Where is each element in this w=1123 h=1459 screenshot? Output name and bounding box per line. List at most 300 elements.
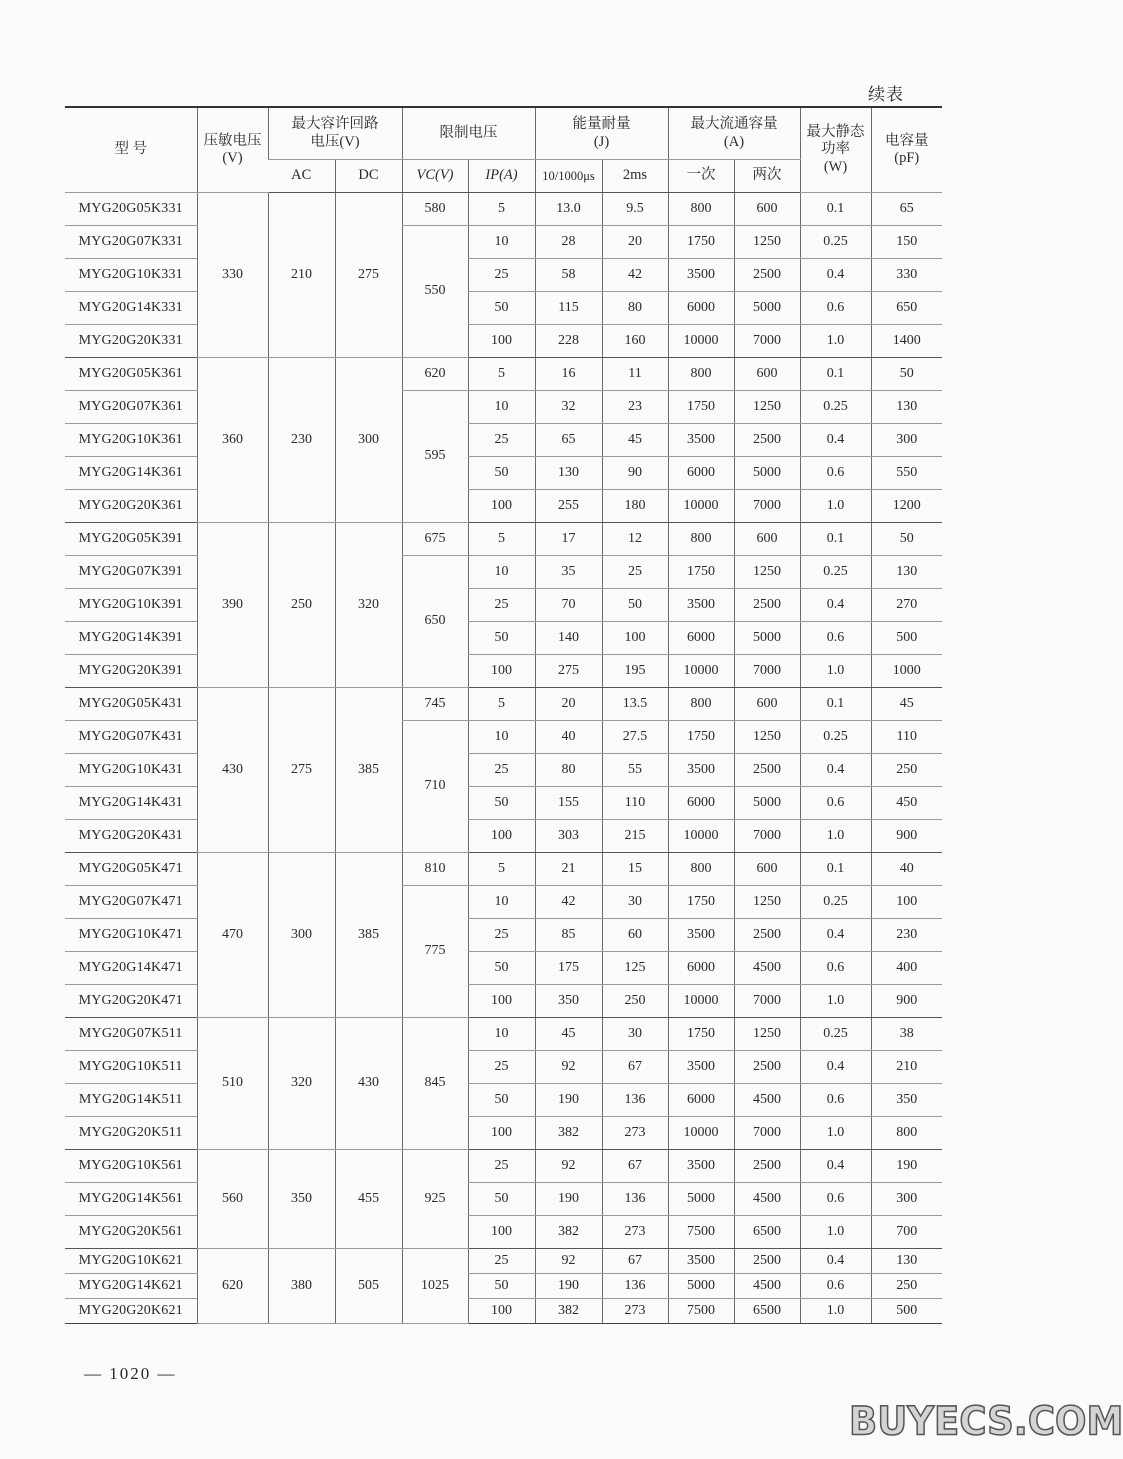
table-row <box>65 688 942 721</box>
header-max-loop-voltage-unit: 电压(V) <box>310 133 360 150</box>
header-capacitance-title: 电容量 <box>885 132 929 149</box>
cell-surge-once: 1750 <box>668 886 734 919</box>
cell-capacitance: 40 <box>871 853 942 886</box>
cell-surge-twice: 7000 <box>734 655 800 688</box>
cell-static-power: 1.0 <box>800 490 871 523</box>
cell-energy-2ms: 136 <box>602 1274 668 1299</box>
table-row <box>65 391 942 424</box>
cell-ip: 10 <box>468 886 535 919</box>
table-row <box>65 787 942 820</box>
header-surge-twice: 两次 <box>734 160 800 193</box>
cell-static-power: 0.25 <box>800 391 871 424</box>
cell-static-power: 0.25 <box>800 556 871 589</box>
cell-model: MYG20G10K361 <box>65 424 197 457</box>
cell-energy-2ms: 273 <box>602 1299 668 1324</box>
cell-model: MYG20G07K361 <box>65 391 197 424</box>
cell-energy-10-1000us: 58 <box>535 259 602 292</box>
cell-dc-voltage: 505 <box>335 1249 402 1324</box>
cell-model: MYG20G14K391 <box>65 622 197 655</box>
cell-static-power: 1.0 <box>800 985 871 1018</box>
cell-energy-10-1000us: 92 <box>535 1150 602 1183</box>
cell-clamp-voltage: 675 <box>402 523 468 556</box>
cell-ip: 50 <box>468 292 535 325</box>
cell-energy-10-1000us: 65 <box>535 424 602 457</box>
cell-energy-10-1000us: 303 <box>535 820 602 853</box>
cell-varistor-voltage: 620 <box>197 1249 268 1324</box>
cell-clamp-voltage: 775 <box>402 886 468 1018</box>
header-static-power <box>800 107 871 193</box>
header-surge-unit: (A) <box>723 133 745 150</box>
cell-surge-once: 5000 <box>668 1274 734 1299</box>
cell-model: MYG20G20K431 <box>65 820 197 853</box>
cell-energy-2ms: 195 <box>602 655 668 688</box>
header-vc: VC(V) <box>402 160 468 193</box>
cell-static-power: 0.25 <box>800 721 871 754</box>
cell-surge-twice: 2500 <box>734 1051 800 1084</box>
cell-dc-voltage: 385 <box>335 688 402 853</box>
cell-surge-twice: 5000 <box>734 787 800 820</box>
cell-ip: 5 <box>468 688 535 721</box>
cell-capacitance: 250 <box>871 1274 942 1299</box>
cell-ip: 25 <box>468 589 535 622</box>
cell-static-power: 1.0 <box>800 1117 871 1150</box>
cell-model: MYG20G14K331 <box>65 292 197 325</box>
cell-clamp-voltage: 810 <box>402 853 468 886</box>
cell-energy-2ms: 30 <box>602 886 668 919</box>
cell-ac-voltage: 275 <box>268 688 335 853</box>
cell-surge-twice: 4500 <box>734 1274 800 1299</box>
cell-surge-twice: 2500 <box>734 589 800 622</box>
cell-surge-twice: 1250 <box>734 721 800 754</box>
cell-model: MYG20G20K361 <box>65 490 197 523</box>
header-surge-current <box>668 107 800 160</box>
page-number: — 1020 — <box>84 1364 177 1383</box>
cell-static-power: 0.25 <box>800 1018 871 1051</box>
cell-capacitance: 230 <box>871 919 942 952</box>
header-energy-2ms: 2ms <box>602 160 668 193</box>
cell-static-power: 1.0 <box>800 325 871 358</box>
cell-model: MYG20G14K361 <box>65 457 197 490</box>
table-row <box>65 853 942 886</box>
cell-varistor-voltage: 330 <box>197 193 268 358</box>
cell-capacitance: 150 <box>871 226 942 259</box>
cell-ip: 100 <box>468 1117 535 1150</box>
cell-dc-voltage: 300 <box>335 358 402 523</box>
cell-model: MYG20G07K331 <box>65 226 197 259</box>
header-surge-title: 最大流通容量 <box>690 116 778 133</box>
cell-energy-2ms: 25 <box>602 556 668 589</box>
cell-static-power: 0.4 <box>800 424 871 457</box>
table-row <box>65 325 942 358</box>
cell-ip: 50 <box>468 1183 535 1216</box>
cell-clamp-voltage: 845 <box>402 1018 468 1150</box>
cell-capacitance: 800 <box>871 1117 942 1150</box>
cell-model: MYG20G07K511 <box>65 1018 197 1051</box>
varistor-spec-table <box>65 106 942 1324</box>
cell-surge-once: 6000 <box>668 787 734 820</box>
header-dc: DC <box>335 160 402 193</box>
table-row <box>65 292 942 325</box>
cell-model: MYG20G14K621 <box>65 1274 197 1299</box>
cell-clamp-voltage: 1025 <box>402 1249 468 1324</box>
cell-energy-2ms: 20 <box>602 226 668 259</box>
cell-capacitance: 270 <box>871 589 942 622</box>
cell-surge-once: 6000 <box>668 952 734 985</box>
cell-static-power: 1.0 <box>800 1216 871 1249</box>
cell-ip: 100 <box>468 820 535 853</box>
cell-energy-10-1000us: 190 <box>535 1084 602 1117</box>
cell-static-power: 0.1 <box>800 193 871 226</box>
cell-model: MYG20G10K471 <box>65 919 197 952</box>
cell-varistor-voltage: 510 <box>197 1018 268 1150</box>
cell-surge-once: 800 <box>668 853 734 886</box>
cell-ip: 5 <box>468 523 535 556</box>
cell-energy-2ms: 136 <box>602 1084 668 1117</box>
cell-varistor-voltage: 390 <box>197 523 268 688</box>
table-row <box>65 721 942 754</box>
cell-surge-twice: 7000 <box>734 985 800 1018</box>
cell-model: MYG20G20K561 <box>65 1216 197 1249</box>
cell-ip: 10 <box>468 556 535 589</box>
cell-energy-10-1000us: 275 <box>535 655 602 688</box>
cell-ip: 50 <box>468 787 535 820</box>
cell-energy-10-1000us: 85 <box>535 919 602 952</box>
cell-capacitance: 110 <box>871 721 942 754</box>
table-row <box>65 1150 942 1183</box>
cell-model: MYG20G20K331 <box>65 325 197 358</box>
cell-capacitance: 190 <box>871 1150 942 1183</box>
cell-model: MYG20G07K471 <box>65 886 197 919</box>
cell-capacitance: 900 <box>871 985 942 1018</box>
table-row <box>65 655 942 688</box>
cell-energy-10-1000us: 255 <box>535 490 602 523</box>
header-power-unit: (W) <box>823 158 848 175</box>
cell-ip: 10 <box>468 721 535 754</box>
table-row <box>65 523 942 556</box>
cell-energy-10-1000us: 13.0 <box>535 193 602 226</box>
cell-ac-voltage: 250 <box>268 523 335 688</box>
cell-ip: 100 <box>468 325 535 358</box>
cell-surge-twice: 1250 <box>734 226 800 259</box>
cell-energy-10-1000us: 32 <box>535 391 602 424</box>
header-energy-unit: (J) <box>593 133 610 150</box>
cell-energy-10-1000us: 21 <box>535 853 602 886</box>
cell-clamp-voltage: 650 <box>402 556 468 688</box>
cell-surge-twice: 1250 <box>734 886 800 919</box>
cell-model: MYG20G07K431 <box>65 721 197 754</box>
header-max-loop-voltage-title: 最大容许回路 <box>291 116 379 133</box>
cell-surge-twice: 7000 <box>734 1117 800 1150</box>
cell-capacitance: 500 <box>871 1299 942 1324</box>
cell-energy-2ms: 9.5 <box>602 193 668 226</box>
cell-energy-10-1000us: 40 <box>535 721 602 754</box>
cell-static-power: 1.0 <box>800 1299 871 1324</box>
cell-energy-2ms: 215 <box>602 820 668 853</box>
cell-energy-2ms: 80 <box>602 292 668 325</box>
cell-capacitance: 550 <box>871 457 942 490</box>
cell-model: MYG20G20K471 <box>65 985 197 1018</box>
cell-model: MYG20G10K621 <box>65 1249 197 1274</box>
cell-surge-once: 10000 <box>668 490 734 523</box>
cell-static-power: 0.1 <box>800 358 871 391</box>
cell-model: MYG20G07K391 <box>65 556 197 589</box>
cell-static-power: 0.4 <box>800 1051 871 1084</box>
cell-surge-once: 10000 <box>668 325 734 358</box>
cell-varistor-voltage: 430 <box>197 688 268 853</box>
cell-energy-2ms: 250 <box>602 985 668 1018</box>
cell-ip: 10 <box>468 1018 535 1051</box>
header-power-title1: 最大静态 <box>806 123 865 140</box>
cell-energy-10-1000us: 155 <box>535 787 602 820</box>
table-header <box>65 107 942 193</box>
cell-surge-once: 3500 <box>668 1249 734 1274</box>
table-row <box>65 622 942 655</box>
cell-model: MYG20G14K561 <box>65 1183 197 1216</box>
cell-capacitance: 500 <box>871 622 942 655</box>
cell-surge-twice: 600 <box>734 853 800 886</box>
cell-surge-twice: 2500 <box>734 754 800 787</box>
cell-ip: 5 <box>468 358 535 391</box>
cell-model: MYG20G05K471 <box>65 853 197 886</box>
cell-model: MYG20G20K621 <box>65 1299 197 1324</box>
cell-ip: 50 <box>468 1274 535 1299</box>
cell-energy-10-1000us: 190 <box>535 1274 602 1299</box>
header-ip: IP(A) <box>468 160 535 193</box>
table-row <box>65 490 942 523</box>
cell-surge-twice: 600 <box>734 193 800 226</box>
cell-energy-2ms: 273 <box>602 1216 668 1249</box>
cell-energy-2ms: 67 <box>602 1150 668 1183</box>
header-surge-once: 一次 <box>668 160 734 193</box>
cell-energy-10-1000us: 80 <box>535 754 602 787</box>
cell-ip: 10 <box>468 226 535 259</box>
cell-energy-2ms: 13.5 <box>602 688 668 721</box>
cell-static-power: 0.6 <box>800 1183 871 1216</box>
cell-capacitance: 400 <box>871 952 942 985</box>
cell-ac-voltage: 230 <box>268 358 335 523</box>
cell-surge-once: 1750 <box>668 391 734 424</box>
cell-static-power: 0.4 <box>800 259 871 292</box>
table-row <box>65 952 942 985</box>
cell-surge-once: 3500 <box>668 259 734 292</box>
cell-surge-once: 10000 <box>668 1117 734 1150</box>
cell-ip: 25 <box>468 919 535 952</box>
table-row <box>65 1183 942 1216</box>
table-row <box>65 820 942 853</box>
cell-dc-voltage: 320 <box>335 523 402 688</box>
cell-energy-2ms: 55 <box>602 754 668 787</box>
header-varistor-voltage-unit: (V) <box>222 150 243 166</box>
header-energy <box>535 107 668 160</box>
cell-energy-2ms: 30 <box>602 1018 668 1051</box>
cell-surge-once: 1750 <box>668 721 734 754</box>
cell-static-power: 0.6 <box>800 1084 871 1117</box>
cell-energy-10-1000us: 45 <box>535 1018 602 1051</box>
table-row <box>65 556 942 589</box>
cell-surge-once: 10000 <box>668 655 734 688</box>
cell-ip: 10 <box>468 391 535 424</box>
cell-surge-twice: 1250 <box>734 1018 800 1051</box>
cell-static-power: 0.6 <box>800 457 871 490</box>
cell-model: MYG20G10K331 <box>65 259 197 292</box>
cell-surge-twice: 5000 <box>734 622 800 655</box>
header-max-loop-voltage <box>268 107 402 160</box>
cell-surge-once: 3500 <box>668 1051 734 1084</box>
cell-energy-10-1000us: 350 <box>535 985 602 1018</box>
cell-capacitance: 350 <box>871 1084 942 1117</box>
cell-energy-2ms: 160 <box>602 325 668 358</box>
cell-model: MYG20G10K391 <box>65 589 197 622</box>
cell-ip: 25 <box>468 259 535 292</box>
cell-surge-once: 800 <box>668 358 734 391</box>
cell-surge-once: 7500 <box>668 1299 734 1324</box>
table-row <box>65 1216 942 1249</box>
cell-surge-once: 3500 <box>668 589 734 622</box>
table-row <box>65 919 942 952</box>
cell-static-power: 0.1 <box>800 523 871 556</box>
cell-surge-twice: 7000 <box>734 325 800 358</box>
cell-surge-twice: 4500 <box>734 1084 800 1117</box>
cell-energy-10-1000us: 92 <box>535 1249 602 1274</box>
cell-surge-once: 6000 <box>668 457 734 490</box>
table-row <box>65 1299 942 1324</box>
cell-static-power: 0.25 <box>800 226 871 259</box>
cell-energy-2ms: 23 <box>602 391 668 424</box>
cell-surge-once: 3500 <box>668 424 734 457</box>
cell-ip: 50 <box>468 622 535 655</box>
cell-varistor-voltage: 360 <box>197 358 268 523</box>
cell-energy-10-1000us: 28 <box>535 226 602 259</box>
cell-surge-twice: 5000 <box>734 292 800 325</box>
cell-surge-twice: 600 <box>734 523 800 556</box>
cell-ip: 5 <box>468 193 535 226</box>
table-row <box>65 259 942 292</box>
table-row <box>65 1117 942 1150</box>
cell-clamp-voltage: 925 <box>402 1150 468 1249</box>
cell-ac-voltage: 210 <box>268 193 335 358</box>
table-row <box>65 1084 942 1117</box>
cell-ac-voltage: 350 <box>268 1150 335 1249</box>
cell-model: MYG20G10K561 <box>65 1150 197 1183</box>
cell-surge-once: 7500 <box>668 1216 734 1249</box>
cell-model: MYG20G05K331 <box>65 193 197 226</box>
cell-surge-once: 1750 <box>668 226 734 259</box>
cell-clamp-voltage: 595 <box>402 391 468 523</box>
cell-surge-once: 6000 <box>668 1084 734 1117</box>
cell-model: MYG20G14K511 <box>65 1084 197 1117</box>
cell-static-power: 0.1 <box>800 853 871 886</box>
cell-energy-2ms: 15 <box>602 853 668 886</box>
cell-static-power: 0.4 <box>800 754 871 787</box>
cell-energy-10-1000us: 140 <box>535 622 602 655</box>
cell-model: MYG20G10K511 <box>65 1051 197 1084</box>
cell-static-power: 0.6 <box>800 292 871 325</box>
cell-ac-voltage: 320 <box>268 1018 335 1150</box>
cell-energy-2ms: 45 <box>602 424 668 457</box>
table-row <box>65 1274 942 1299</box>
cell-static-power: 0.6 <box>800 1274 871 1299</box>
cell-static-power: 0.4 <box>800 1249 871 1274</box>
cell-ip: 100 <box>468 490 535 523</box>
cell-surge-once: 6000 <box>668 292 734 325</box>
header-capacitance <box>871 107 942 193</box>
cell-capacitance: 650 <box>871 292 942 325</box>
cell-surge-once: 800 <box>668 193 734 226</box>
cell-energy-2ms: 125 <box>602 952 668 985</box>
cell-surge-twice: 7000 <box>734 490 800 523</box>
cell-ip: 5 <box>468 853 535 886</box>
header-energy-10-1000us: 10/1000μs <box>535 160 602 193</box>
cell-capacitance: 130 <box>871 391 942 424</box>
cell-energy-10-1000us: 190 <box>535 1183 602 1216</box>
continued-label: 续表 <box>868 85 904 104</box>
cell-clamp-voltage: 580 <box>402 193 468 226</box>
cell-energy-10-1000us: 228 <box>535 325 602 358</box>
header-ac: AC <box>268 160 335 193</box>
cell-ip: 100 <box>468 1299 535 1324</box>
table-row <box>65 589 942 622</box>
cell-dc-voltage: 385 <box>335 853 402 1018</box>
cell-clamp-voltage: 550 <box>402 226 468 358</box>
header-energy-title: 能量耐量 <box>572 116 631 133</box>
cell-energy-2ms: 67 <box>602 1051 668 1084</box>
table-row <box>65 754 942 787</box>
cell-energy-10-1000us: 130 <box>535 457 602 490</box>
cell-static-power: 0.6 <box>800 787 871 820</box>
cell-surge-twice: 2500 <box>734 1150 800 1183</box>
cell-surge-once: 10000 <box>668 985 734 1018</box>
cell-surge-twice: 5000 <box>734 457 800 490</box>
header-capacitance-unit: (pF) <box>894 150 920 166</box>
cell-energy-2ms: 67 <box>602 1249 668 1274</box>
cell-surge-once: 1750 <box>668 556 734 589</box>
cell-energy-10-1000us: 382 <box>535 1216 602 1249</box>
cell-capacitance: 330 <box>871 259 942 292</box>
cell-capacitance: 130 <box>871 1249 942 1274</box>
table-row <box>65 886 942 919</box>
cell-ip: 25 <box>468 1051 535 1084</box>
cell-surge-once: 1750 <box>668 1018 734 1051</box>
cell-surge-twice: 1250 <box>734 556 800 589</box>
cell-ip: 100 <box>468 655 535 688</box>
cell-static-power: 0.6 <box>800 952 871 985</box>
cell-static-power: 0.4 <box>800 1150 871 1183</box>
cell-energy-10-1000us: 382 <box>535 1117 602 1150</box>
cell-surge-twice: 600 <box>734 688 800 721</box>
cell-clamp-voltage: 620 <box>402 358 468 391</box>
cell-surge-twice: 6500 <box>734 1299 800 1324</box>
cell-ip: 50 <box>468 952 535 985</box>
cell-energy-10-1000us: 70 <box>535 589 602 622</box>
table-row <box>65 424 942 457</box>
cell-ac-voltage: 300 <box>268 853 335 1018</box>
cell-energy-10-1000us: 16 <box>535 358 602 391</box>
watermark-logo: BUYECS.COM <box>849 1398 1123 1445</box>
table-row <box>65 1051 942 1084</box>
cell-capacitance: 900 <box>871 820 942 853</box>
cell-energy-10-1000us: 115 <box>535 292 602 325</box>
cell-capacitance: 210 <box>871 1051 942 1084</box>
cell-static-power: 0.4 <box>800 919 871 952</box>
cell-surge-twice: 4500 <box>734 952 800 985</box>
cell-ip: 25 <box>468 1249 535 1274</box>
cell-dc-voltage: 430 <box>335 1018 402 1150</box>
cell-surge-once: 6000 <box>668 622 734 655</box>
cell-energy-2ms: 136 <box>602 1183 668 1216</box>
cell-dc-voltage: 275 <box>335 193 402 358</box>
cell-ip: 25 <box>468 1150 535 1183</box>
cell-energy-2ms: 27.5 <box>602 721 668 754</box>
